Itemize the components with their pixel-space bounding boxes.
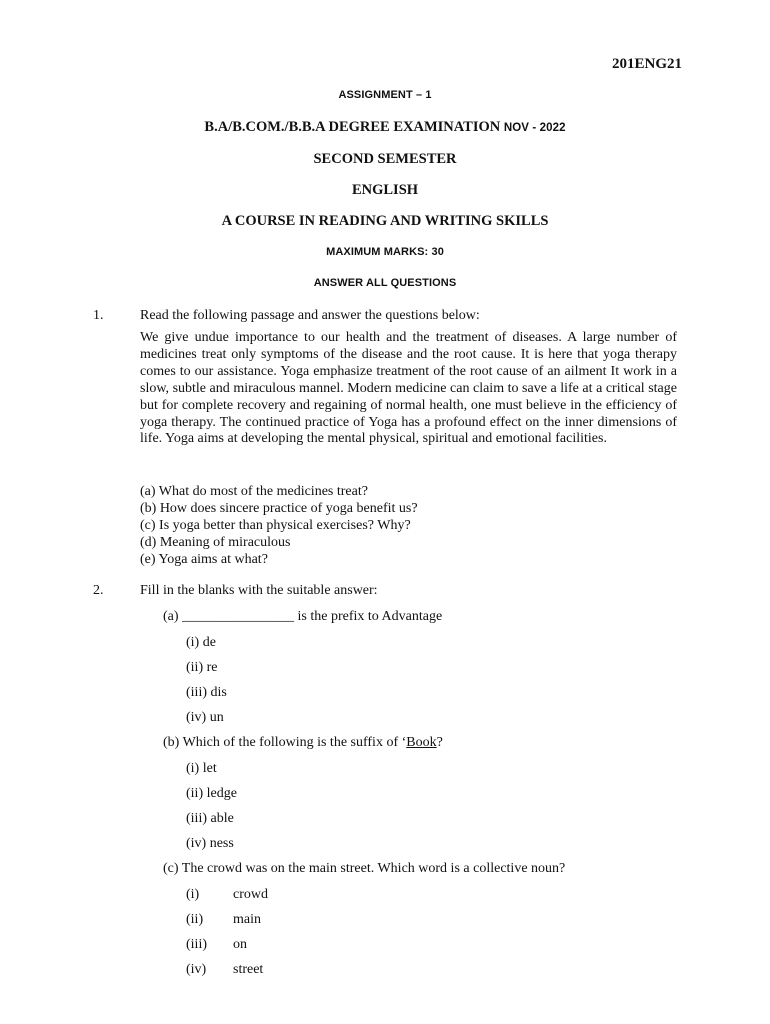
subquestion-d: (d) Meaning of miraculous	[140, 535, 291, 550]
reading-passage: We give undue importance to our health and the treatment of diseases. A large number of medicines treat only symptoms of the disease and the root cause. It is here that yoga therapy comes to our assistance. Yoga emphasize treatment of the root cause of an ailment It work in a slow, subtle and miraculous mannel. Modern medicine can claim to save a life at a critical stage but for complete recovery and regaining of normal health, one must believe in the efficiency of yoga therapy. The continued practice of Yoga has a profound effect on the inner dimensions of life. Yoga aims at developing the mental physical, spiritual and emotional facilities.	[140, 330, 677, 447]
question-2c-option-1-num: (i)	[186, 887, 200, 902]
question-2c-option-1-text: crowd	[233, 887, 268, 902]
question-2b-option-4: (iv) ness	[186, 836, 234, 851]
question-2b-option-1: (i) let	[186, 761, 217, 776]
question-2b-underlined-word: Book	[406, 735, 437, 750]
subquestion-b: (b) How does sincere practice of yoga benefit us?	[140, 501, 418, 516]
question-2c-option-2-text: main	[233, 912, 261, 927]
question-2a-option-2: (ii) re	[186, 660, 218, 675]
semester-heading: SECOND SEMESTER	[313, 151, 457, 167]
exam-title: B.A/B.COM./B.B.A DEGREE EXAMINATION	[204, 119, 501, 135]
question-2c-option-4-num: (iv)	[186, 962, 207, 977]
question-2a-option-1: (i) de	[186, 635, 216, 650]
question-2c-label: (c) The crowd was on the main street. Which word is a collective noun?	[163, 861, 566, 876]
question-2c-option-4-text: street	[233, 962, 264, 977]
subquestion-a: (a) What do most of the medicines treat?	[140, 484, 368, 499]
instructions: ANSWER ALL QUESTIONS	[313, 277, 457, 289]
question-2b-label-post: ?	[436, 735, 443, 750]
question-2a-option-3: (iii) dis	[186, 685, 227, 700]
question-2b-label	[163, 735, 443, 751]
course-name-heading: A COURSE IN READING AND WRITING SKILLS	[221, 213, 549, 229]
question-1-prompt: Read the following passage and answer the questions below:	[140, 308, 480, 323]
question-2c-option-3-text: on	[233, 937, 247, 952]
subquestion-c: (c) Is yoga better than physical exercises? Why?	[140, 518, 411, 533]
max-marks: MAXIMUM MARKS: 30	[326, 246, 444, 258]
exam-title-line	[0, 119, 770, 136]
subquestion-e: (e) Yoga aims at what?	[140, 552, 268, 567]
question-2b-label-pre: (b) Which of the following is the suffix of ‘	[163, 735, 407, 750]
assignment-heading: ASSIGNMENT – 1	[338, 89, 432, 101]
question-1-subquestions	[140, 483, 418, 568]
question-2c-option-3-num: (iii)	[186, 937, 207, 952]
question-2c-option-2-num: (ii)	[186, 912, 204, 927]
question-2-prompt: Fill in the blanks with the suitable answer:	[140, 583, 378, 598]
question-2a-label: (a) ________________ is the prefix to Advantage	[163, 609, 443, 624]
question-2-number: 2.	[93, 583, 104, 598]
subject-heading: ENGLISH	[351, 182, 419, 198]
question-1-number: 1.	[93, 308, 104, 323]
question-2b-option-2: (ii) ledge	[186, 786, 237, 801]
question-2a-option-4: (iv) un	[186, 710, 224, 725]
course-code: 201ENG21	[611, 56, 682, 72]
question-2b-option-3: (iii) able	[186, 811, 234, 826]
exam-date: NOV - 2022	[503, 122, 566, 134]
